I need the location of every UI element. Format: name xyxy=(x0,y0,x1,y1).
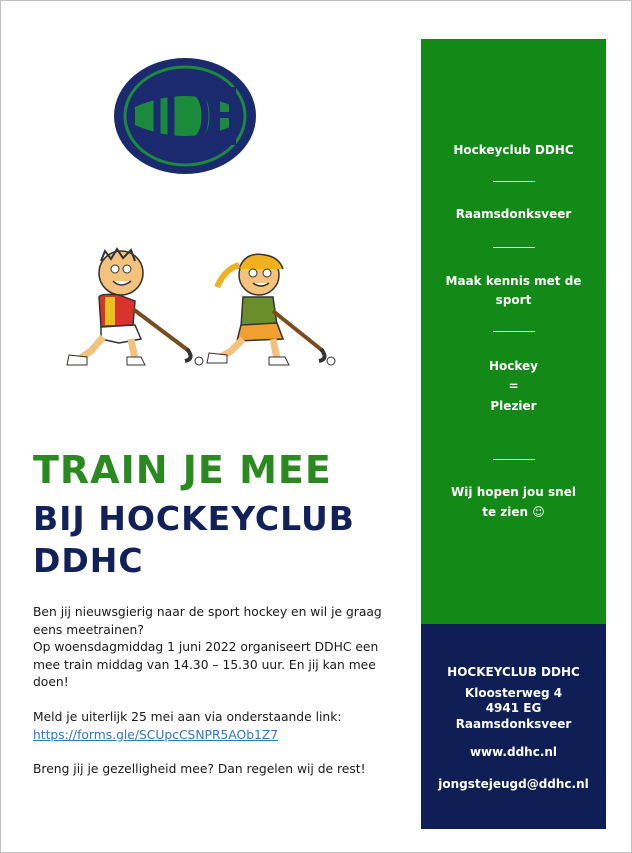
sidebar-closing-line-2: te zien ☺ xyxy=(482,505,545,519)
sidebar-closing-line-1: Wij hopen jou snel xyxy=(451,485,576,499)
sidebar-intro-line-1: Maak kennis met de xyxy=(445,274,582,288)
ddhc-logo xyxy=(113,57,258,175)
event-paragraph: Op woensdagmiddag 1 juni 2022 organiseert DDHC een mee train middag van 14.30 – 15.30 uur. En jij kan mee doen! xyxy=(33,640,379,690)
boy-player-figure xyxy=(67,249,203,365)
intro-paragraph: Ben jij nieuwsgierig naar de sport hockey en wil je graag eens meetrainen? xyxy=(33,605,382,637)
girl-player-figure xyxy=(207,254,335,365)
sidebar-equals: = xyxy=(508,379,519,393)
sidebar-plezier: Plezier xyxy=(490,399,537,413)
contact-city: Raamsdonksveer xyxy=(455,717,572,731)
sidebar-club-name: Hockeyclub DDHC xyxy=(453,143,574,157)
contact-email[interactable]: jongstejeugd@ddhc.nl xyxy=(438,777,589,791)
divider-line xyxy=(493,247,535,248)
headline-line-3: DDHC xyxy=(33,541,144,580)
signup-link[interactable]: https://forms.gle/SCUpcCSNPR5AOb1Z7 xyxy=(33,727,279,742)
contact-postcode: 4941 EG xyxy=(485,701,542,715)
signup-paragraph: Meld je uiterlijk 25 mei aan via onderstaande link: xyxy=(33,709,342,724)
contact-street: Kloosterweg 4 xyxy=(464,686,563,700)
contact-panel-navy xyxy=(421,624,606,829)
info-sidebar-green xyxy=(421,39,606,624)
sidebar-intro-line-2: sport xyxy=(495,293,532,307)
headline-line-1: TRAIN JE MEE xyxy=(33,448,332,492)
body-text xyxy=(33,604,398,779)
sidebar-location: Raamsdonksveer xyxy=(455,207,572,221)
sidebar-hockey: Hockey xyxy=(488,359,539,373)
divider-line xyxy=(493,331,535,332)
divider-line xyxy=(493,181,535,182)
headline-line-2: BIJ HOCKEYCLUB xyxy=(33,499,355,538)
divider-line xyxy=(493,459,535,460)
contact-website[interactable]: www.ddhc.nl xyxy=(469,745,558,759)
closing-paragraph: Breng jij je gezelligheid mee? Dan regelen wij de rest! xyxy=(33,762,366,777)
hockey-kids-illustration xyxy=(61,247,336,379)
contact-club-name: HOCKEYCLUB DDHC xyxy=(447,665,580,679)
